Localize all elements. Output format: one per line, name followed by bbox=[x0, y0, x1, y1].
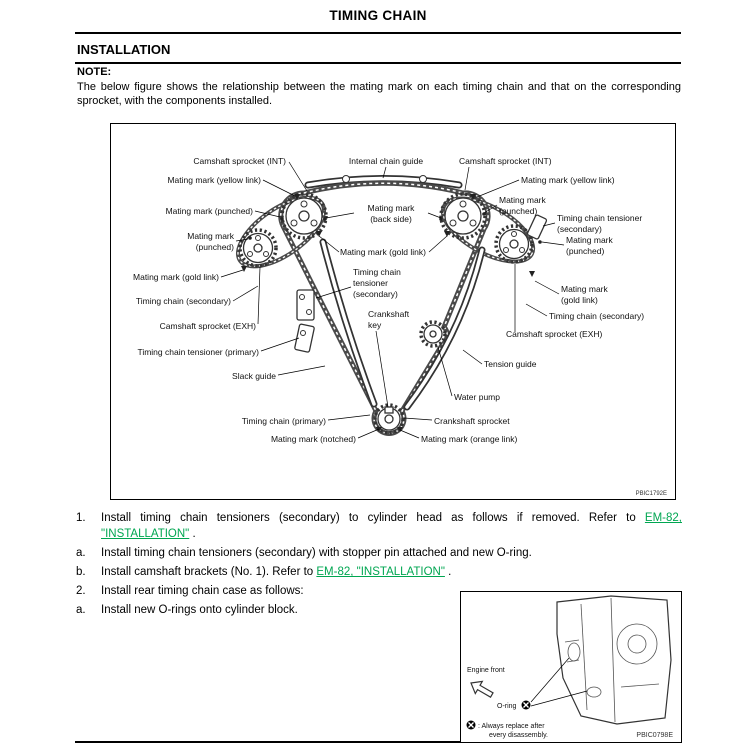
tensioner-primary-body bbox=[294, 324, 314, 353]
label-mating-mark-punched-left-mid-1: Mating mark bbox=[187, 231, 234, 241]
step-row bbox=[76, 510, 682, 542]
label-tensioner-secondary-center-2: tensioner bbox=[353, 278, 388, 288]
note-text: The below figure shows the relationship between the mating mark on each timing chain and that on the corresponding sprocket, with the components installed. bbox=[77, 81, 681, 107]
step-text: Install rear timing chain case as follows: bbox=[101, 585, 304, 597]
section-heading: INSTALLATION bbox=[77, 42, 171, 57]
step-text-after: . bbox=[189, 528, 196, 540]
note-label: NOTE: bbox=[77, 66, 112, 78]
label-mating-mark-gold-right-1: Mating mark bbox=[561, 284, 608, 294]
step-marker: b. bbox=[76, 566, 86, 578]
label-camshaft-sprocket-int-left: Camshaft sprocket (INT) bbox=[193, 156, 286, 166]
step-text-after: . bbox=[444, 566, 452, 578]
label-mating-mark-gold-center: Mating mark (gold link) bbox=[340, 247, 426, 257]
label-water-pump: Water pump bbox=[454, 392, 500, 402]
timing-chain-figure bbox=[110, 123, 676, 500]
label-timing-chain-primary: Timing chain (primary) bbox=[241, 416, 326, 426]
engine-front-label: Engine front bbox=[467, 667, 505, 674]
label-tensioner-secondary-center-1: Timing chain bbox=[353, 267, 401, 277]
label-mating-mark-punched-right-top-2: (punched) bbox=[499, 206, 538, 216]
page-bottom-divider bbox=[75, 741, 460, 743]
label-mating-mark-back-side-2: (back side) bbox=[370, 214, 412, 224]
step-row bbox=[76, 545, 682, 561]
label-camshaft-sprocket-int-right: Camshaft sprocket (INT) bbox=[459, 156, 552, 166]
em82-installation-link[interactable]: EM-82, "INSTALLATION" bbox=[101, 512, 682, 540]
step-text bbox=[101, 564, 682, 580]
o-ring-diagram bbox=[461, 592, 678, 739]
step-marker: 2. bbox=[76, 585, 86, 597]
label-camshaft-sprocket-exh-left: Camshaft sprocket (EXH) bbox=[159, 321, 256, 331]
label-mating-mark-notched: Mating mark (notched) bbox=[270, 434, 356, 444]
label-tensioner-secondary-center-3: (secondary) bbox=[353, 289, 398, 299]
label-tensioner-primary: Timing chain tensioner (primary) bbox=[137, 347, 259, 357]
label-mating-mark-punched-right-top-1: Mating mark bbox=[499, 195, 546, 205]
step-text: Install timing chain tensioners (secondary) with stopper pin attached and new O-ring. bbox=[101, 547, 532, 559]
step-marker: a. bbox=[76, 604, 86, 616]
step-marker: a. bbox=[76, 547, 86, 559]
tensioner-secondary-right-body bbox=[527, 214, 547, 239]
label-crankshaft-key-1: Crankshaft bbox=[368, 309, 410, 319]
label-tension-guide: Tension guide bbox=[484, 359, 537, 369]
o-ring-label: O-ring bbox=[497, 703, 517, 710]
replace-note bbox=[467, 721, 549, 740]
replace-note-line1: : Always replace after bbox=[478, 723, 545, 730]
section-divider bbox=[75, 62, 681, 64]
inset-figure bbox=[460, 591, 682, 743]
label-mating-mark-yellow-left: Mating mark (yellow link) bbox=[167, 175, 261, 185]
replace-note-line2: every disassembly. bbox=[489, 732, 549, 739]
tensioner-secondary-center-body bbox=[297, 290, 314, 320]
label-mating-mark-orange: Mating mark (orange link) bbox=[421, 434, 518, 444]
label-mating-mark-punched-right-mid-2: (punched) bbox=[566, 246, 605, 256]
label-tensioner-secondary-right-2: (secondary) bbox=[557, 224, 602, 234]
replace-symbol-icon bbox=[522, 701, 531, 710]
label-internal-chain-guide: Internal chain guide bbox=[348, 156, 424, 166]
label-camshaft-sprocket-exh-right: Camshaft sprocket (EXH) bbox=[506, 329, 603, 339]
page-title: TIMING CHAIN bbox=[329, 8, 427, 23]
step-text-before: Install timing chain tensioners (secondary) to cylinder head as follows if removed. Refer to bbox=[101, 512, 645, 524]
timing-chain-diagram bbox=[111, 124, 675, 499]
step-text bbox=[101, 510, 682, 542]
step-text: Install new O-rings onto cylinder block. bbox=[101, 604, 298, 616]
figure-code: PBIC1792E bbox=[635, 491, 667, 497]
label-mating-mark-punched-right-mid-1: Mating mark bbox=[566, 235, 613, 245]
label-mating-mark-yellow-right: Mating mark (yellow link) bbox=[521, 175, 615, 185]
title-divider bbox=[75, 32, 681, 34]
label-mating-mark-back-side-1: Mating mark bbox=[367, 203, 415, 213]
inset-figure-code: PBIC0798E bbox=[636, 732, 673, 739]
label-slack-guide: Slack guide bbox=[232, 371, 276, 381]
engine-front-arrow-icon bbox=[468, 677, 496, 701]
engine-block-drawing bbox=[557, 596, 671, 724]
label-crankshaft-key-2: key bbox=[368, 320, 382, 330]
label-tensioner-secondary-right-1: Timing chain tensioner bbox=[557, 213, 643, 223]
step-row bbox=[76, 564, 682, 580]
label-mating-mark-punched-left-top: Mating mark (punched) bbox=[165, 206, 253, 216]
figure-labels bbox=[133, 156, 667, 497]
label-timing-chain-secondary-left: Timing chain (secondary) bbox=[135, 296, 231, 306]
step-marker: 1. bbox=[76, 512, 86, 524]
step-text-before: Install camshaft brackets (No. 1). Refer to bbox=[101, 566, 317, 578]
label-crankshaft-sprocket: Crankshaft sprocket bbox=[434, 416, 510, 426]
label-mating-mark-gold-left: Mating mark (gold link) bbox=[133, 272, 219, 282]
label-timing-chain-secondary-right: Timing chain (secondary) bbox=[549, 311, 645, 321]
label-mating-mark-punched-left-mid-2: (punched) bbox=[195, 242, 234, 252]
label-mating-mark-gold-right-2: (gold link) bbox=[561, 295, 598, 305]
em82-installation-link[interactable]: EM-82, "INSTALLATION" bbox=[316, 566, 445, 578]
